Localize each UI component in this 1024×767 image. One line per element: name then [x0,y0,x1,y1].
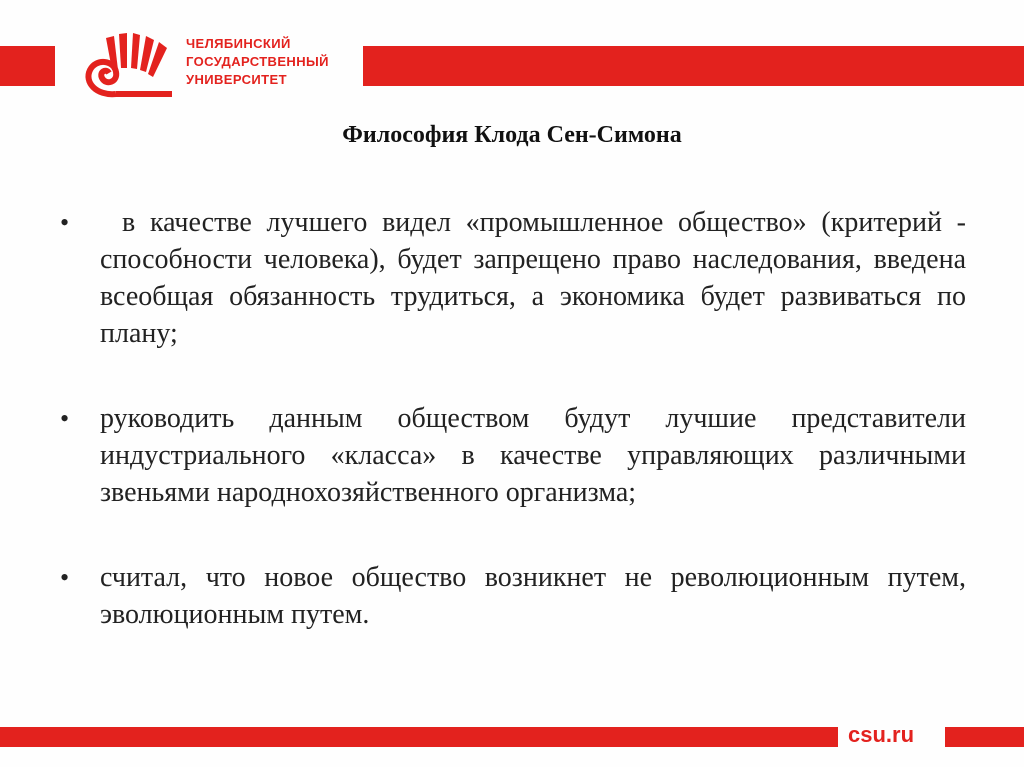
logo-line-1: ЧЕЛЯБИНСКИЙ [186,36,291,51]
bullet-marker: • [60,208,70,237]
university-logo-text [186,35,329,89]
footer-red-bar-left [0,727,838,747]
bullet-text: считал, что новое общество возникнет не революционным путем, эволюционным путем. [100,562,966,630]
bullet-item [56,559,966,633]
bullet-text: руководить данным обществом будут лучшие представители индустриального «класса» в качестве управляющих различными звеньями народнохозяйственного организма; [100,403,966,508]
bullet-item [56,204,966,352]
slide-title: Философия Клода Сен-Симона [342,122,682,148]
bullet-marker: • [60,563,70,592]
bullet-marker: • [60,404,70,433]
footer-red-bar-right [945,727,1024,747]
header-red-bar-right [363,46,1024,86]
bullet-text: в качестве лучшего видел «промышленное общество» (критерий - способности человека), будет запрещено право наследования, введена всеобщая обязанность трудиться, а экономика будет развиваться по плану; [100,207,966,349]
bullet-item [56,400,966,511]
logo-line-3: УНИВЕРСИТЕТ [186,72,287,87]
bullet-list [56,204,966,681]
footer-site-link[interactable]: csu.ru [848,722,915,747]
logo-line-2: ГОСУДАРСТВЕННЫЙ [186,54,329,69]
university-logo-icon [76,30,180,102]
header-red-bar-left [0,46,55,86]
